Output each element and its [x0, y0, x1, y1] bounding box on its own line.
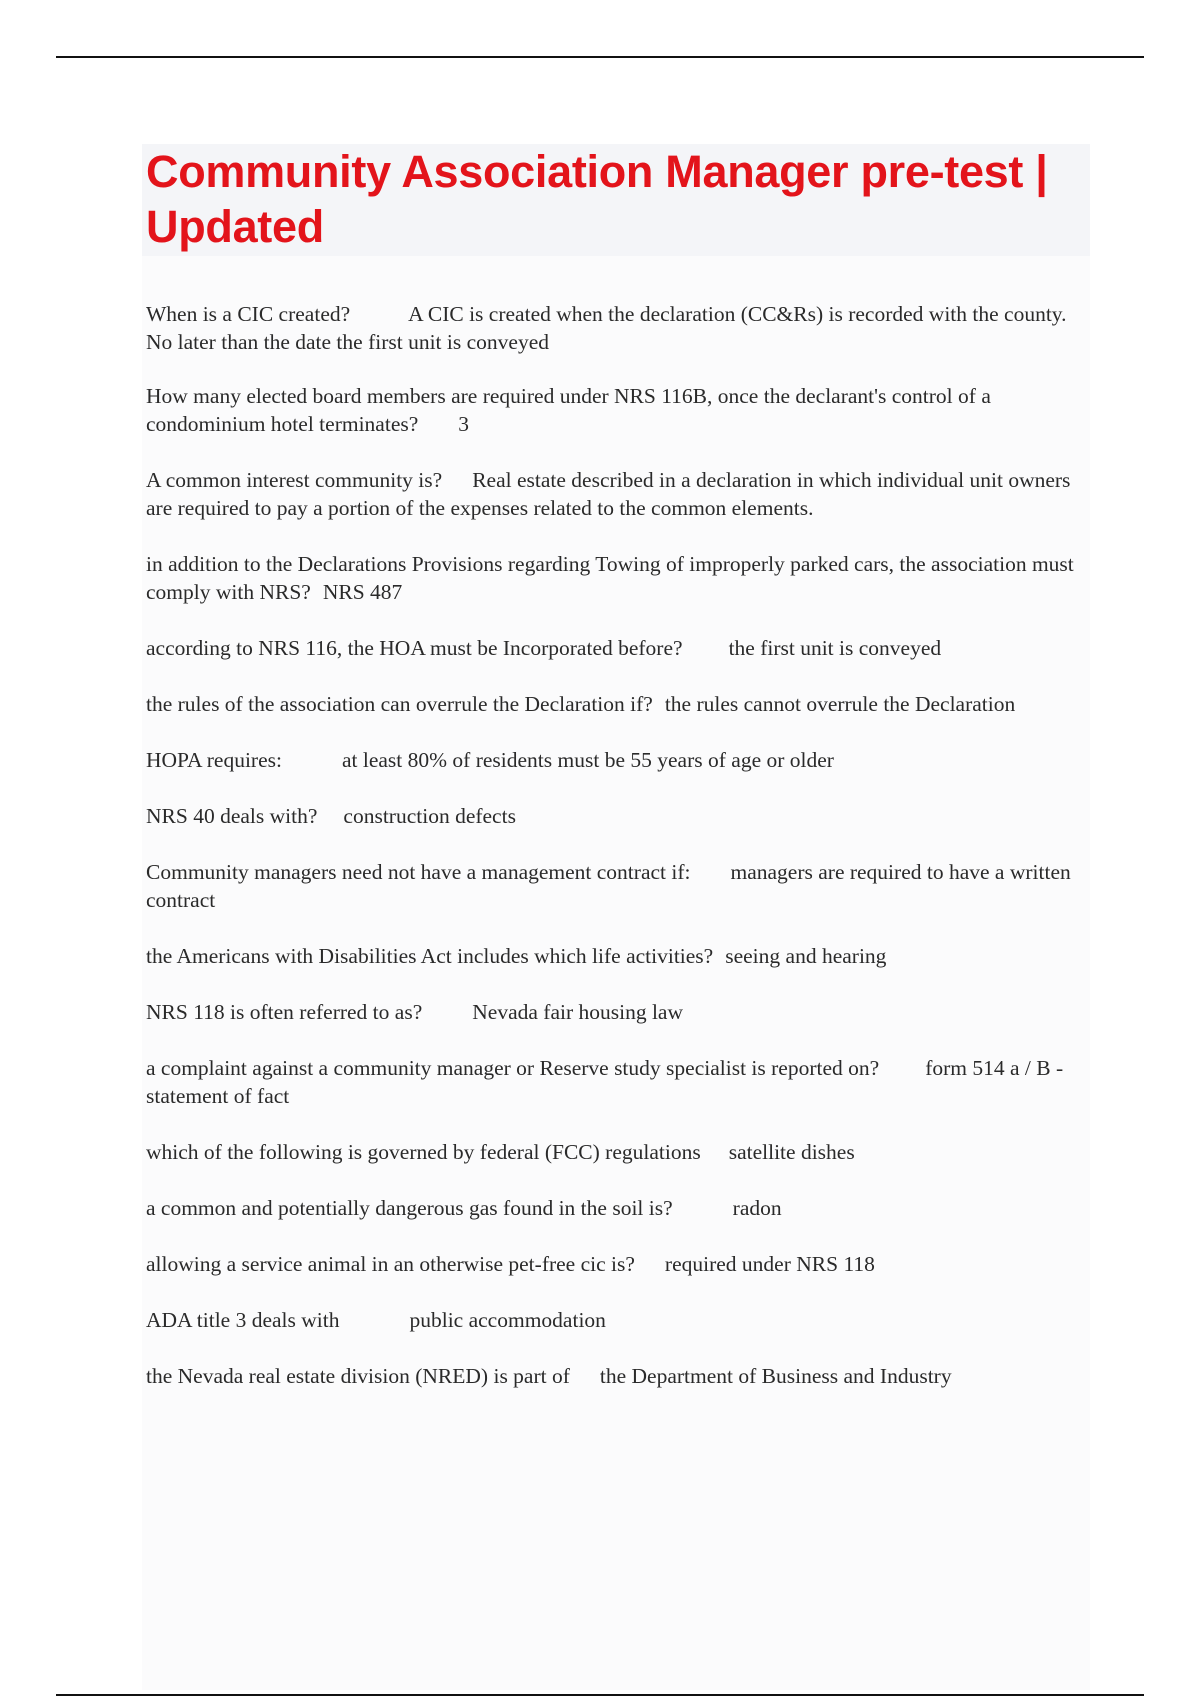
question-text: When is a CIC created? [146, 302, 351, 326]
question-text: HOPA requires: [146, 748, 282, 772]
question-text: A common interest community is? [146, 468, 443, 492]
qa-item [146, 1362, 1086, 1390]
answer-text: required under NRS 118 [664, 1252, 875, 1276]
question-text: the Nevada real estate division (NRED) is part of [146, 1364, 570, 1388]
qa-item [146, 1250, 1086, 1278]
question-text: allowing a service animal in an otherwise pet-free cic is? [146, 1252, 635, 1276]
answer-text: form 514 a / B - statement of fact [146, 1056, 1064, 1108]
question-text: a complaint against a community manager or Reserve study specialist is reported on? [146, 1056, 880, 1080]
qa-item [146, 690, 1086, 718]
answer-text: A CIC is created when the declaration (CC&Rs) is recorded with the county. No later than the date the first unit is conveyed [146, 302, 1067, 354]
qa-item [146, 942, 1086, 970]
question-answer-list [146, 300, 1086, 1418]
answer-text: radon [732, 1196, 782, 1220]
question-text: the Americans with Disabilities Act includes which life activities? [146, 944, 714, 968]
answer-text: at least 80% of residents must be 55 years of age or older [341, 748, 834, 772]
question-text: How many elected board members are required under NRS 116B, once the declarant's control of a condominium hotel terminates? [146, 384, 991, 436]
question-text: Community managers need not have a management contract if: [146, 860, 691, 884]
bottom-rule [56, 1694, 1144, 1696]
answer-text: Nevada fair housing law [472, 1000, 683, 1024]
answer-text: the first unit is conveyed [728, 636, 942, 660]
question-text: NRS 118 is often referred to as? [146, 1000, 423, 1024]
qa-item [146, 746, 1086, 774]
question-text: according to NRS 116, the HOA must be Incorporated before? [146, 636, 683, 660]
answer-text: the Department of Business and Industry [599, 1364, 952, 1388]
question-text: which of the following is governed by federal (FCC) regulations [146, 1140, 701, 1164]
answer-text: 3 [458, 412, 470, 436]
qa-item [146, 1138, 1086, 1166]
qa-item [146, 550, 1086, 606]
qa-item [146, 466, 1086, 522]
qa-item [146, 802, 1086, 830]
document-title: Community Association Manager pre-test | Updated [146, 146, 1048, 252]
answer-text: satellite dishes [728, 1140, 855, 1164]
answer-text: public accommodation [409, 1308, 606, 1332]
answer-text: Real estate described in a declaration in which individual unit owners are required to pay a portion of the expenses related to the common elements. [146, 468, 1071, 520]
qa-item [146, 634, 1086, 662]
question-text: ADA title 3 deals with [146, 1308, 340, 1332]
answer-text: the rules cannot overrule the Declaration [664, 692, 1016, 716]
qa-item [146, 1054, 1086, 1110]
question-text: NRS 40 deals with? [146, 804, 318, 828]
qa-item [146, 300, 1086, 356]
answer-text: seeing and hearing [725, 944, 887, 968]
question-text: the rules of the association can overrule the Declaration if? [146, 692, 653, 716]
answer-text: NRS 487 [322, 580, 403, 604]
answer-text: construction defects [343, 804, 516, 828]
qa-item [146, 858, 1086, 914]
question-text: a common and potentially dangerous gas found in the soil is? [146, 1196, 673, 1220]
qa-item [146, 1194, 1086, 1222]
top-rule [56, 56, 1144, 58]
qa-item [146, 998, 1086, 1026]
answer-text: managers are required to have a written contract [146, 860, 1071, 912]
question-text: in addition to the Declarations Provisions regarding Towing of improperly parked cars, the association must comply with NRS? [146, 552, 1074, 604]
qa-item [146, 1306, 1086, 1334]
qa-item [146, 382, 1086, 438]
